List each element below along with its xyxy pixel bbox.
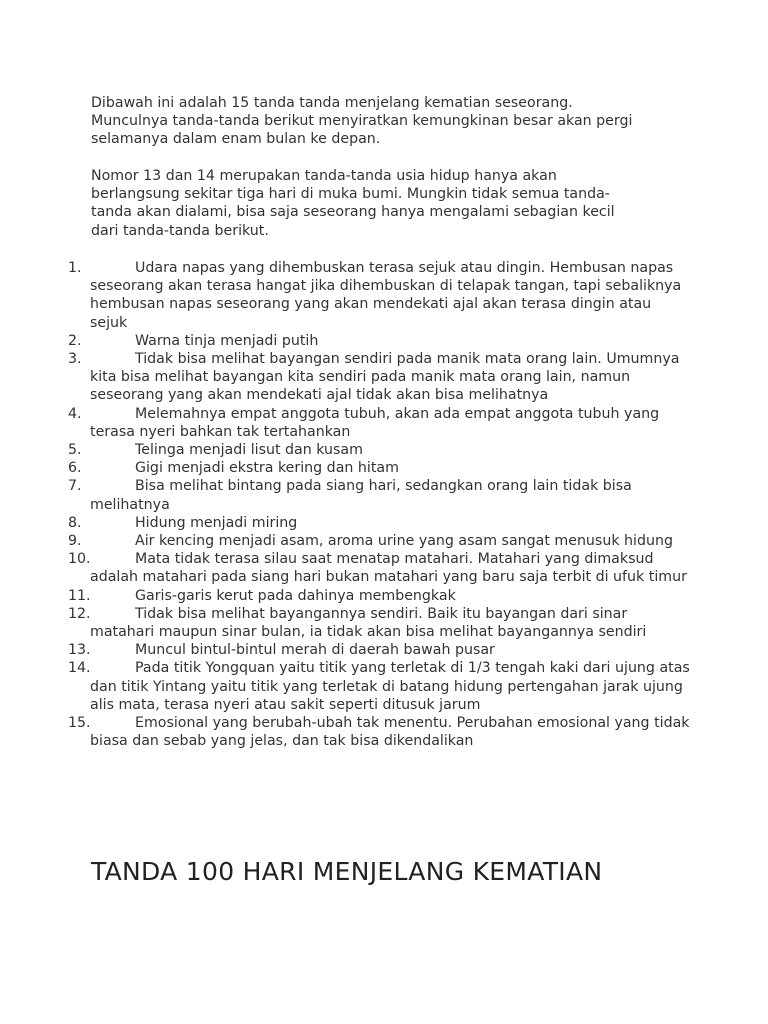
list-item bbox=[0, 459, 690, 477]
list-item-number: 13. bbox=[68, 642, 91, 659]
list-item bbox=[0, 332, 690, 350]
list-item-number: 9. bbox=[68, 533, 82, 550]
list-item-text: Telinga menjadi lisut dan kusam bbox=[135, 442, 363, 459]
list-item bbox=[0, 641, 690, 659]
list-item bbox=[0, 532, 690, 550]
list-item-number: 1. bbox=[68, 260, 82, 276]
list-item bbox=[0, 441, 690, 459]
list-item bbox=[0, 477, 690, 513]
intro-paragraph-1: Dibawah ini adalah 15 tanda tanda menjelang kematian seseorang. Munculnya tanda-tanda berikut menyiratkan kemungkinan besar akan pergi selamanya dalam enam bulan ke depan. bbox=[91, 95, 633, 148]
list-item-text: Tidak bisa melihat bayangannya sendiri. Baik itu bayangan dari sinar matahari maupun sinar bulan, ia tidak akan bisa melihat bayangannya sendiri bbox=[90, 605, 647, 641]
list-item-text: Garis-garis kerut pada dahinya membengkak bbox=[135, 587, 456, 604]
list-item bbox=[0, 259, 690, 332]
list-item-text: Pada titik Yongquan yaitu titik yang terletak di 1/3 tengah kaki dari ujung atas dan titik Yintang yaitu titik yang terletak di batang hidung pertengahan jarak ujung alis mata, terasa nyeri atau sakit seperti ditusuk jarum bbox=[90, 660, 690, 713]
list-item-number: 3. bbox=[68, 351, 82, 368]
list-item-number: 6. bbox=[68, 460, 82, 477]
list-item-number: 11. bbox=[68, 587, 91, 604]
signs-list bbox=[0, 259, 768, 750]
list-item-number: 2. bbox=[68, 332, 82, 349]
list-item bbox=[0, 514, 690, 532]
list-item-text: Melemahnya empat anggota tubuh, akan ada empat anggota tubuh yang terasa nyeri bahkan tak tertahankan bbox=[90, 405, 660, 440]
list-item-text: Gigi menjadi ekstra kering dan hitam bbox=[135, 460, 399, 477]
list-item-text: Bisa melihat bintang pada siang hari, sedangkan orang lain tidak bisa melihatnya bbox=[90, 478, 632, 513]
list-item bbox=[0, 659, 690, 714]
list-item bbox=[0, 714, 690, 750]
list-item-text: Warna tinja menjadi putih bbox=[135, 332, 319, 349]
section-heading: TANDA 100 HARI MENJELANG KEMATIAN bbox=[91, 857, 603, 886]
list-item-text: Hidung menjadi miring bbox=[135, 514, 298, 531]
list-item-text: Air kencing menjadi asam, aroma urine yang asam sangat menusuk hidung bbox=[135, 533, 673, 550]
list-item-text: Udara napas yang dihembuskan terasa sejuk atau dingin. Hembusan napas seseorang akan terasa hangat jika dihembuskan di telapak tangan, tapi sebaliknya hembusan napas seseorang yang akan mendekati ajal akan terasa dingin atau sejuk bbox=[90, 260, 682, 331]
list-item-text: Mata tidak terasa silau saat menatap matahari. Matahari yang dimaksud adalah matahari pada siang hari bukan matahari yang baru saja terbit di ufuk timur bbox=[90, 551, 687, 586]
list-item-text: Emosional yang berubah-ubah tak menentu. Perubahan emosional yang tidak biasa dan sebab yang jelas, dan tak bisa dikendalikan bbox=[90, 715, 690, 750]
list-item-number: 15. bbox=[68, 715, 91, 732]
list-item bbox=[0, 550, 690, 586]
list-item-number: 7. bbox=[68, 478, 82, 495]
list-item-number: 12. bbox=[68, 605, 91, 622]
list-item-number: 8. bbox=[68, 514, 82, 531]
intro-paragraph-2: Nomor 13 dan 14 merupakan tanda-tanda usia hidup hanya akan berlangsung sekitar tiga hari di muka bumi. Mungkin tidak semua tanda- tanda akan dialami, bisa saja seseorang hanya mengalami sebagian kecil dari tanda-tanda berikut. bbox=[91, 168, 615, 239]
list-item bbox=[0, 605, 690, 641]
list-item-text: Muncul bintul-bintul merah di daerah bawah pusar bbox=[135, 642, 495, 659]
list-item bbox=[0, 587, 690, 605]
list-item-text: Tidak bisa melihat bayangan sendiri pada manik mata orang lain. Umumnya kita bisa melihat bayangan kita sendiri pada manik mata orang lain, namun seseorang yang akan mendekati ajal tidak akan bisa melihatnya bbox=[90, 351, 680, 404]
list-item bbox=[0, 350, 690, 405]
list-item-number: 10. bbox=[68, 551, 91, 568]
list-item-number: 5. bbox=[68, 442, 82, 459]
list-item-number: 4. bbox=[68, 405, 82, 422]
list-item bbox=[0, 405, 690, 441]
list-item-number: 14. bbox=[68, 660, 91, 677]
